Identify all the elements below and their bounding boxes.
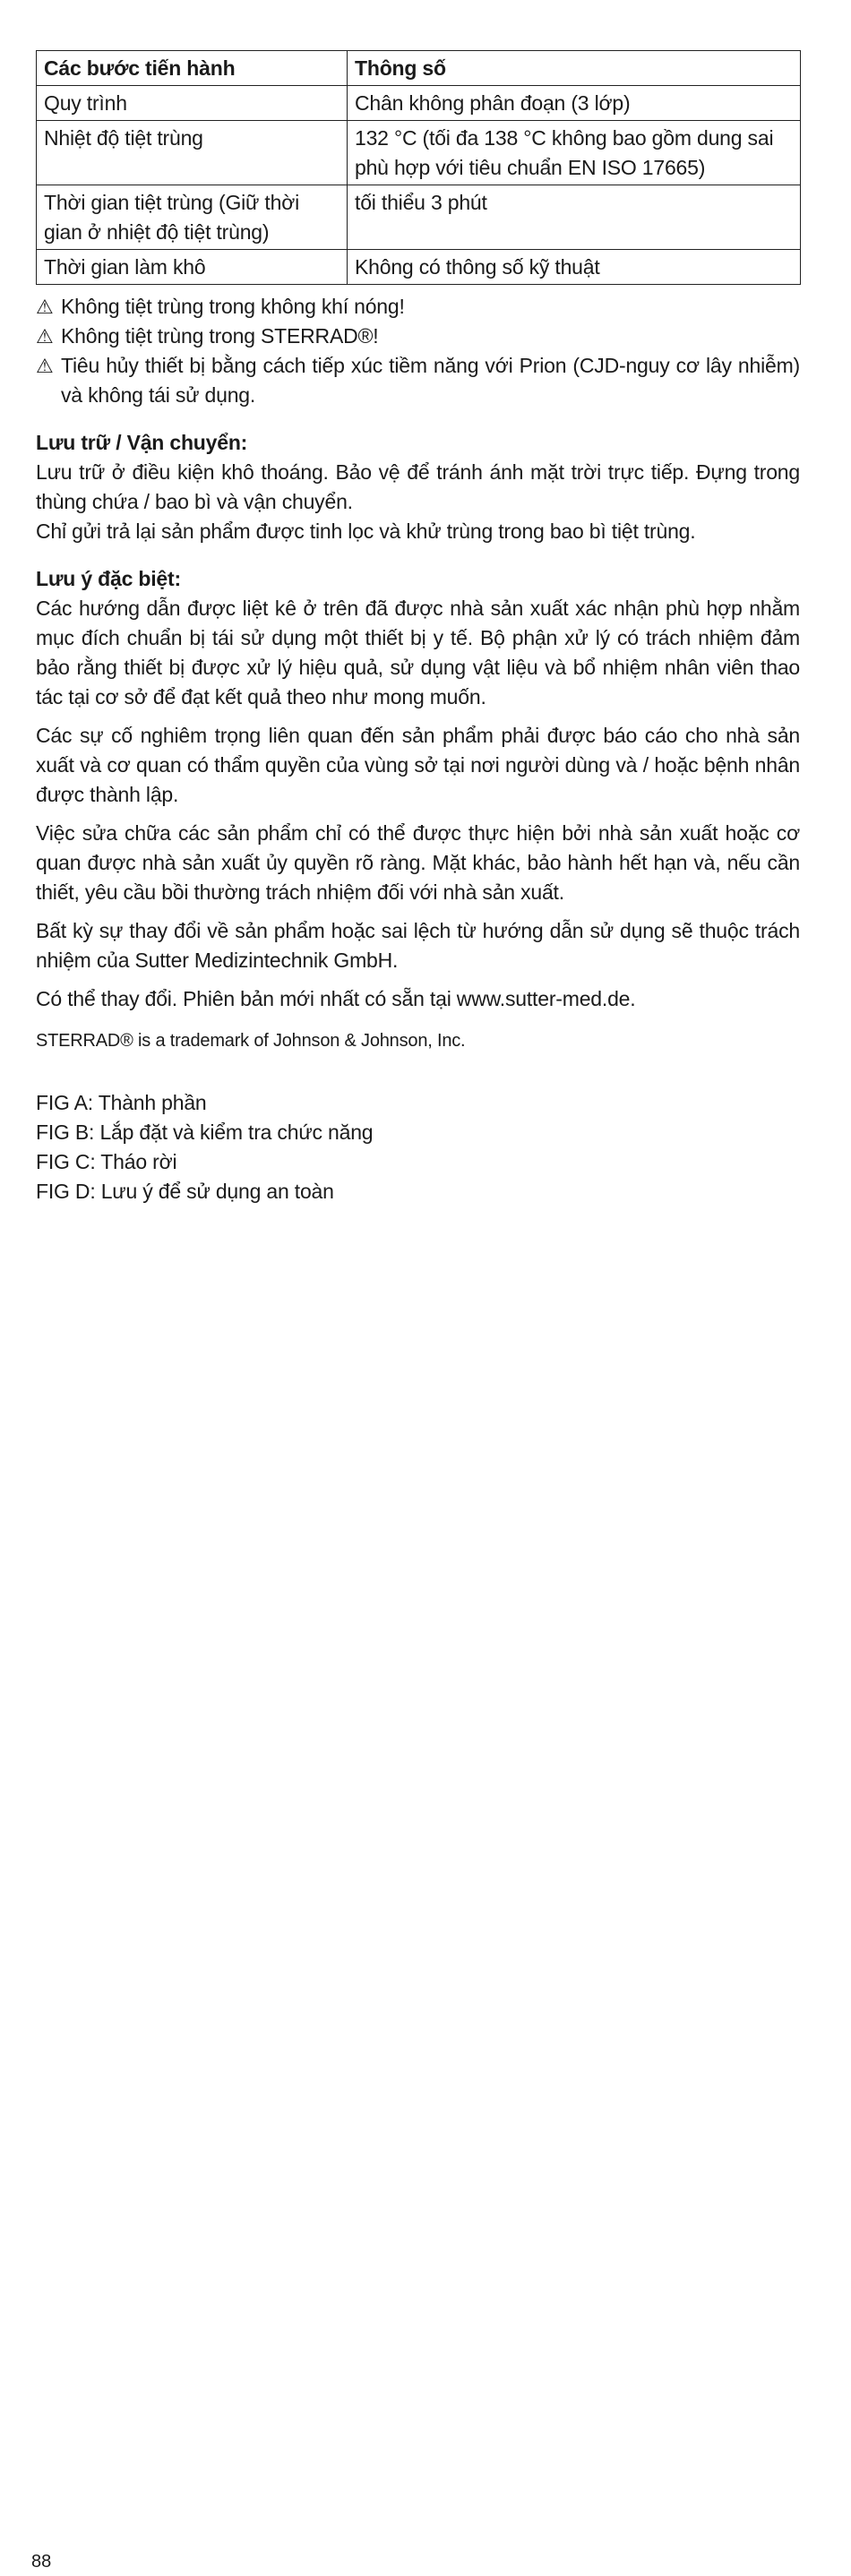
figure-list-item: FIG B: Lắp đặt và kiểm tra chức năng — [36, 1121, 374, 1144]
trademark-notice: STERRAD® is a trademark of Johnson & Johnson, Inc. — [36, 1031, 466, 1051]
warning-triangle-icon: ⚠ — [36, 325, 54, 348]
table-row — [37, 250, 801, 285]
table-cell-value: Chân không phân đoạn (3 lớp) — [348, 86, 801, 121]
document-page — [36, 50, 800, 1206]
table-header-cell: Các bước tiến hành — [37, 51, 348, 86]
warning-triangle-icon: ⚠ — [36, 296, 54, 318]
table-cell-step: Quy trình — [37, 86, 348, 121]
table-header-row — [37, 51, 801, 86]
sterilization-parameters-table — [36, 50, 801, 285]
figure-list-item: FIG D: Lưu ý để sử dụng an toàn — [36, 1180, 334, 1203]
warning-text: Không tiệt trùng trong STERRAD®! — [61, 324, 379, 348]
warning-text: Tiêu hủy thiết bị bằng cách tiếp xúc tiềm năng với Prion (CJD-nguy cơ lây nhiễm) và không tái sử dụng. — [61, 354, 800, 407]
table-cell-value: tối thiểu 3 phút — [348, 185, 801, 250]
table-cell-step: Thời gian làm khô — [37, 250, 348, 285]
special-notes-section-title: Lưu ý đặc biệt: — [36, 567, 181, 590]
warning-text: Không tiệt trùng trong không khí nóng! — [61, 295, 405, 318]
warning-list — [36, 292, 800, 410]
warning-item — [36, 292, 800, 322]
storage-paragraph: Chỉ gửi trả lại sản phẩm được tinh lọc và khử trùng trong bao bì tiệt trùng. — [36, 519, 696, 543]
table-row — [37, 121, 801, 185]
page-number: 88 — [31, 2552, 52, 2572]
warning-item — [36, 322, 800, 351]
table-cell-value: 132 °C (tối đa 138 °C không bao gồm dung sai phù hợp với tiêu chuẩn EN ISO 17665) — [348, 121, 801, 185]
special-notes-paragraph: Có thể thay đổi. Phiên bản mới nhất có sẵn tại www.sutter-med.de. — [36, 987, 636, 1010]
table-cell-step: Nhiệt độ tiệt trùng — [37, 121, 348, 185]
table-cell-value: Không có thông số kỹ thuật — [348, 250, 801, 285]
figure-list-item: FIG C: Tháo rời — [36, 1150, 177, 1173]
storage-section-title: Lưu trữ / Vận chuyển: — [36, 431, 248, 454]
figure-list — [36, 1088, 800, 1206]
table-cell-step: Thời gian tiệt trùng (Giữ thời gian ở nhiệt độ tiệt trùng) — [37, 185, 348, 250]
table-header-cell: Thông số — [348, 51, 801, 86]
figure-list-item: FIG A: Thành phần — [36, 1091, 207, 1114]
special-notes-paragraph: Bất kỳ sự thay đổi về sản phẩm hoặc sai lệch từ hướng dẫn sử dụng sẽ thuộc trách nhiệm của Sutter Medizintechnik GmbH. — [36, 919, 800, 972]
table-row — [37, 185, 801, 250]
special-notes-paragraph: Các sự cố nghiêm trọng liên quan đến sản phẩm phải được báo cáo cho nhà sản xuất và cơ quan có thẩm quyền của vùng sở tại nơi người dùng và / hoặc bệnh nhân được thành lập. — [36, 724, 800, 806]
special-notes-paragraph: Các hướng dẫn được liệt kê ở trên đã được nhà sản xuất xác nhận phù hợp nhằm mục đích chuẩn bị tái sử dụng một thiết bị y tế. Bộ phận xử lý có trách nhiệm đảm bảo rằng thiết bị được xử lý hiệu quả, sử dụng vật liệu và bổ nhiệm nhân viên thao tác tại cơ sở để đạt kết quả theo như mong muốn. — [36, 597, 800, 708]
special-notes-paragraph: Việc sửa chữa các sản phẩm chỉ có thể được thực hiện bởi nhà sản xuất hoặc cơ quan được nhà sản xuất ủy quyền rõ ràng. Mặt khác, bảo hành hết hạn và, nếu cần thiết, yêu cầu bồi thường trách nhiệm đối với nhà sản xuất. — [36, 821, 800, 904]
warning-triangle-icon: ⚠ — [36, 355, 54, 377]
storage-paragraph: Lưu trữ ở điều kiện khô thoáng. Bảo vệ để tránh ánh mặt trời trực tiếp. Đựng trong thùng chứa / bao bì và vận chuyển. — [36, 460, 800, 513]
table-row — [37, 86, 801, 121]
warning-item — [36, 351, 800, 410]
